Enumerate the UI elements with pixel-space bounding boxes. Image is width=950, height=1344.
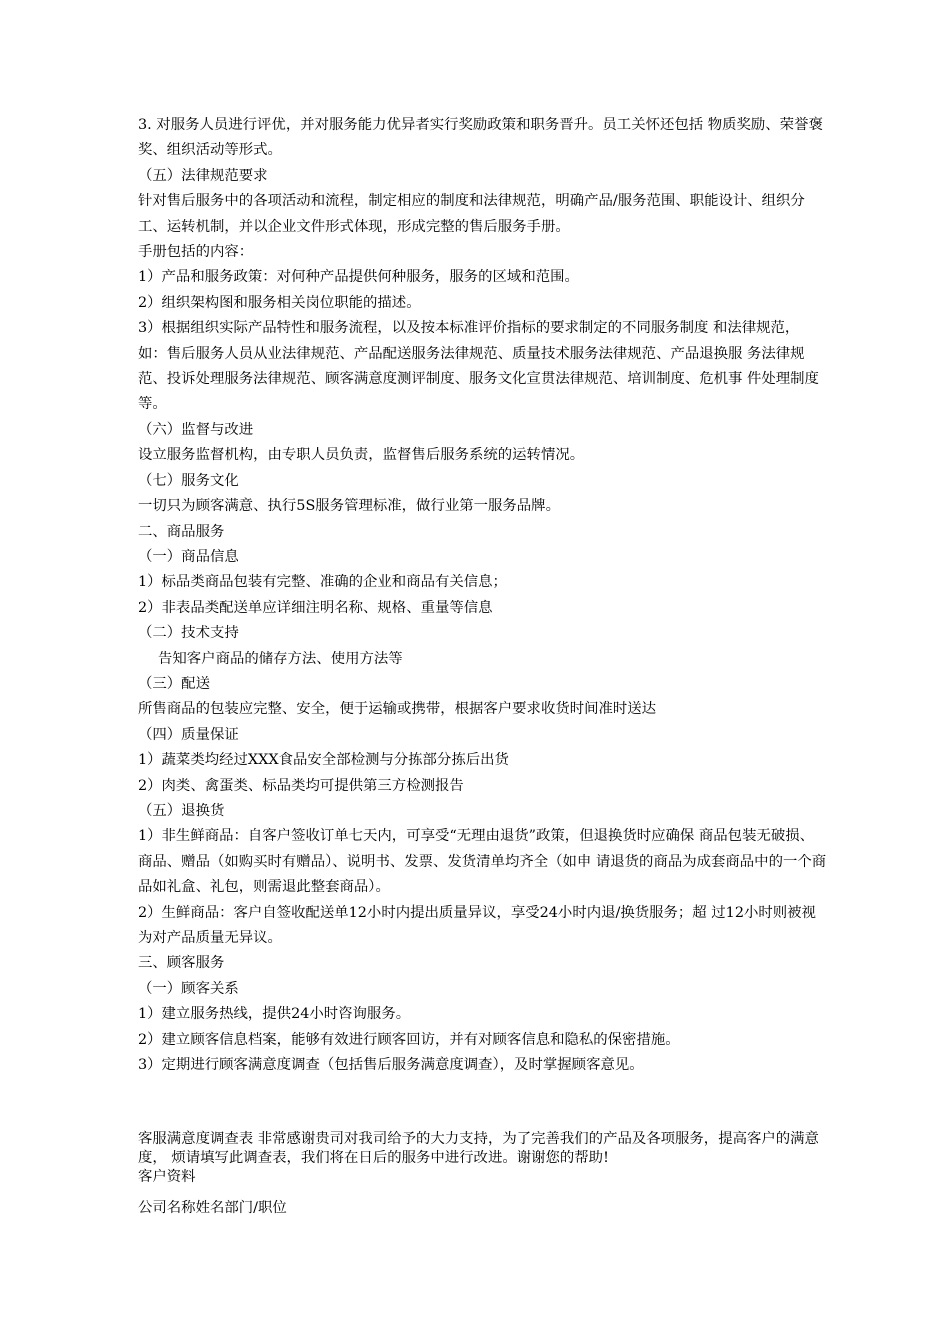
list-item-policy: 1）产品和服务政策：对何种产品提供何种服务，服务的区域和范围。 (138, 269, 579, 286)
paragraph-delivery: 所售商品的包装应完整、安全，便于运输或携带，根据客户要求收货时间准时送达 (138, 701, 657, 718)
heading-supervision: （六）监督与改进 (138, 421, 254, 438)
list-item-customer-records: 2）建立顾客信息档案，能够有效进行顾客回访，并有对顾客信息和隐私的保密措施。 (138, 1031, 680, 1048)
survey-fields-line: 公司名称姓名部门/职位 (138, 1200, 287, 1217)
heading-product-info: （一）商品信息 (138, 548, 239, 565)
document-page (138, 113, 828, 1218)
list-item-satisfaction-survey: 3）定期进行顾客满意度调查（包括售后服务满意度调查），及时掌握顾客意见。 (138, 1057, 644, 1074)
heading-service-culture: （七）服务文化 (138, 472, 239, 489)
heading-customer-service: 三、顾客服务 (138, 955, 225, 972)
heading-legal-requirements: （五）法律规范要求 (138, 167, 268, 184)
paragraph-supervision: 设立服务监督机构，由专职人员负责，监督售后服务系统的运转情况。 (138, 447, 585, 464)
heading-product-service: 二、商品服务 (138, 523, 225, 540)
survey-intro: 客服满意度调查表 非常感谢贵司对我司给予的大力支持，为了完善我们的产品及各项服务，提高客户的满意度， 烦请填写此调查表，我们将在日后的服务中进行改进。谢谢您的帮助! (138, 1131, 819, 1167)
heading-customer-relations: （一）顾客关系 (138, 980, 239, 997)
list-item-meat: 2）肉类、禽蛋类、标品类均可提供第三方检测报告 (138, 777, 464, 794)
paragraph-manual-contents: 手册包括的内容： (138, 244, 254, 261)
list-item-standard-goods: 1）标品类商品包装有完整、准确的企业和商品有关信息； (138, 574, 507, 591)
list-item-org-chart: 2）组织架构图和服务相关岗位职能的描述。 (138, 294, 421, 311)
heading-quality: （四）质量保证 (138, 726, 239, 743)
list-item-nonfresh-returns: 1）非生鲜商品：自客户签收订单七天内，可享受“无理由退货”政策，但退换货时应确保 商品包装无破损、商品、赠品（如购买时有赠品）、说明书、发票、发货清单均齐全（如申 请退货的商品为成套商品中的一个商品如礼盒、礼包，则需退此整套商品）。 (138, 828, 827, 896)
heading-returns: （五）退换货 (138, 802, 225, 819)
section-gap (138, 1078, 828, 1130)
list-item-vegetables: 1）蔬菜类均经过XXX食品安全部检测与分拣部分拣后出货 (138, 752, 509, 769)
heading-tech-support: （二）技术支持 (138, 625, 239, 642)
heading-delivery: （三）配送 (138, 675, 210, 692)
paragraph-legal-description: 针对售后服务中的各项活动和流程，制定相应的制度和法律规范，明确产品/服务范围、职能设计、组织分工、运转机制，并以企业文件形式体现，形成完整的售后服务手册。 (138, 193, 805, 235)
list-item-nonstandard-goods: 2）非表品类配送单应详细注明名称、规格、重量等信息 (138, 599, 493, 616)
paragraph-staff-evaluation: 3. 对服务人员进行评优，并对服务能力优异者实行奖励政策和职务晋升。员工关怀还包括 物质奖励、荣誉褒奖、组织活动等形式。 (138, 117, 823, 159)
paragraph-service-culture: 一切只为顾客满意、执行5S服务管理标准，做行业第一服务品牌。 (138, 498, 560, 515)
paragraph-tech-support: 告知客户商品的储存方法、使用方法等 (158, 650, 403, 667)
list-item-hotline: 1）建立服务热线，提供24小时咨询服务。 (138, 1006, 411, 1023)
list-item-regulations: 3）根据组织实际产品特性和服务流程，以及按本标准评价指标的要求制定的不同服务制度 和法律规范，如：售后服务人员从业法律规范、产品配送服务法律规范、质量技术服务法律规范、产品退换服 务法律规范、投诉处理服务法律规范、顾客满意度测评制度、服务文化宣贯法律规范、培训制度、危机事 件处理制度等。 (138, 320, 819, 413)
survey-section-title: 客户资料 (138, 1169, 196, 1186)
list-item-fresh-returns: 2）生鲜商品：客户自签收配送单12小时内提出质量异议，享受24小时内退/换货服务；超 过12小时则被视为对产品质量无异议。 (138, 904, 816, 946)
